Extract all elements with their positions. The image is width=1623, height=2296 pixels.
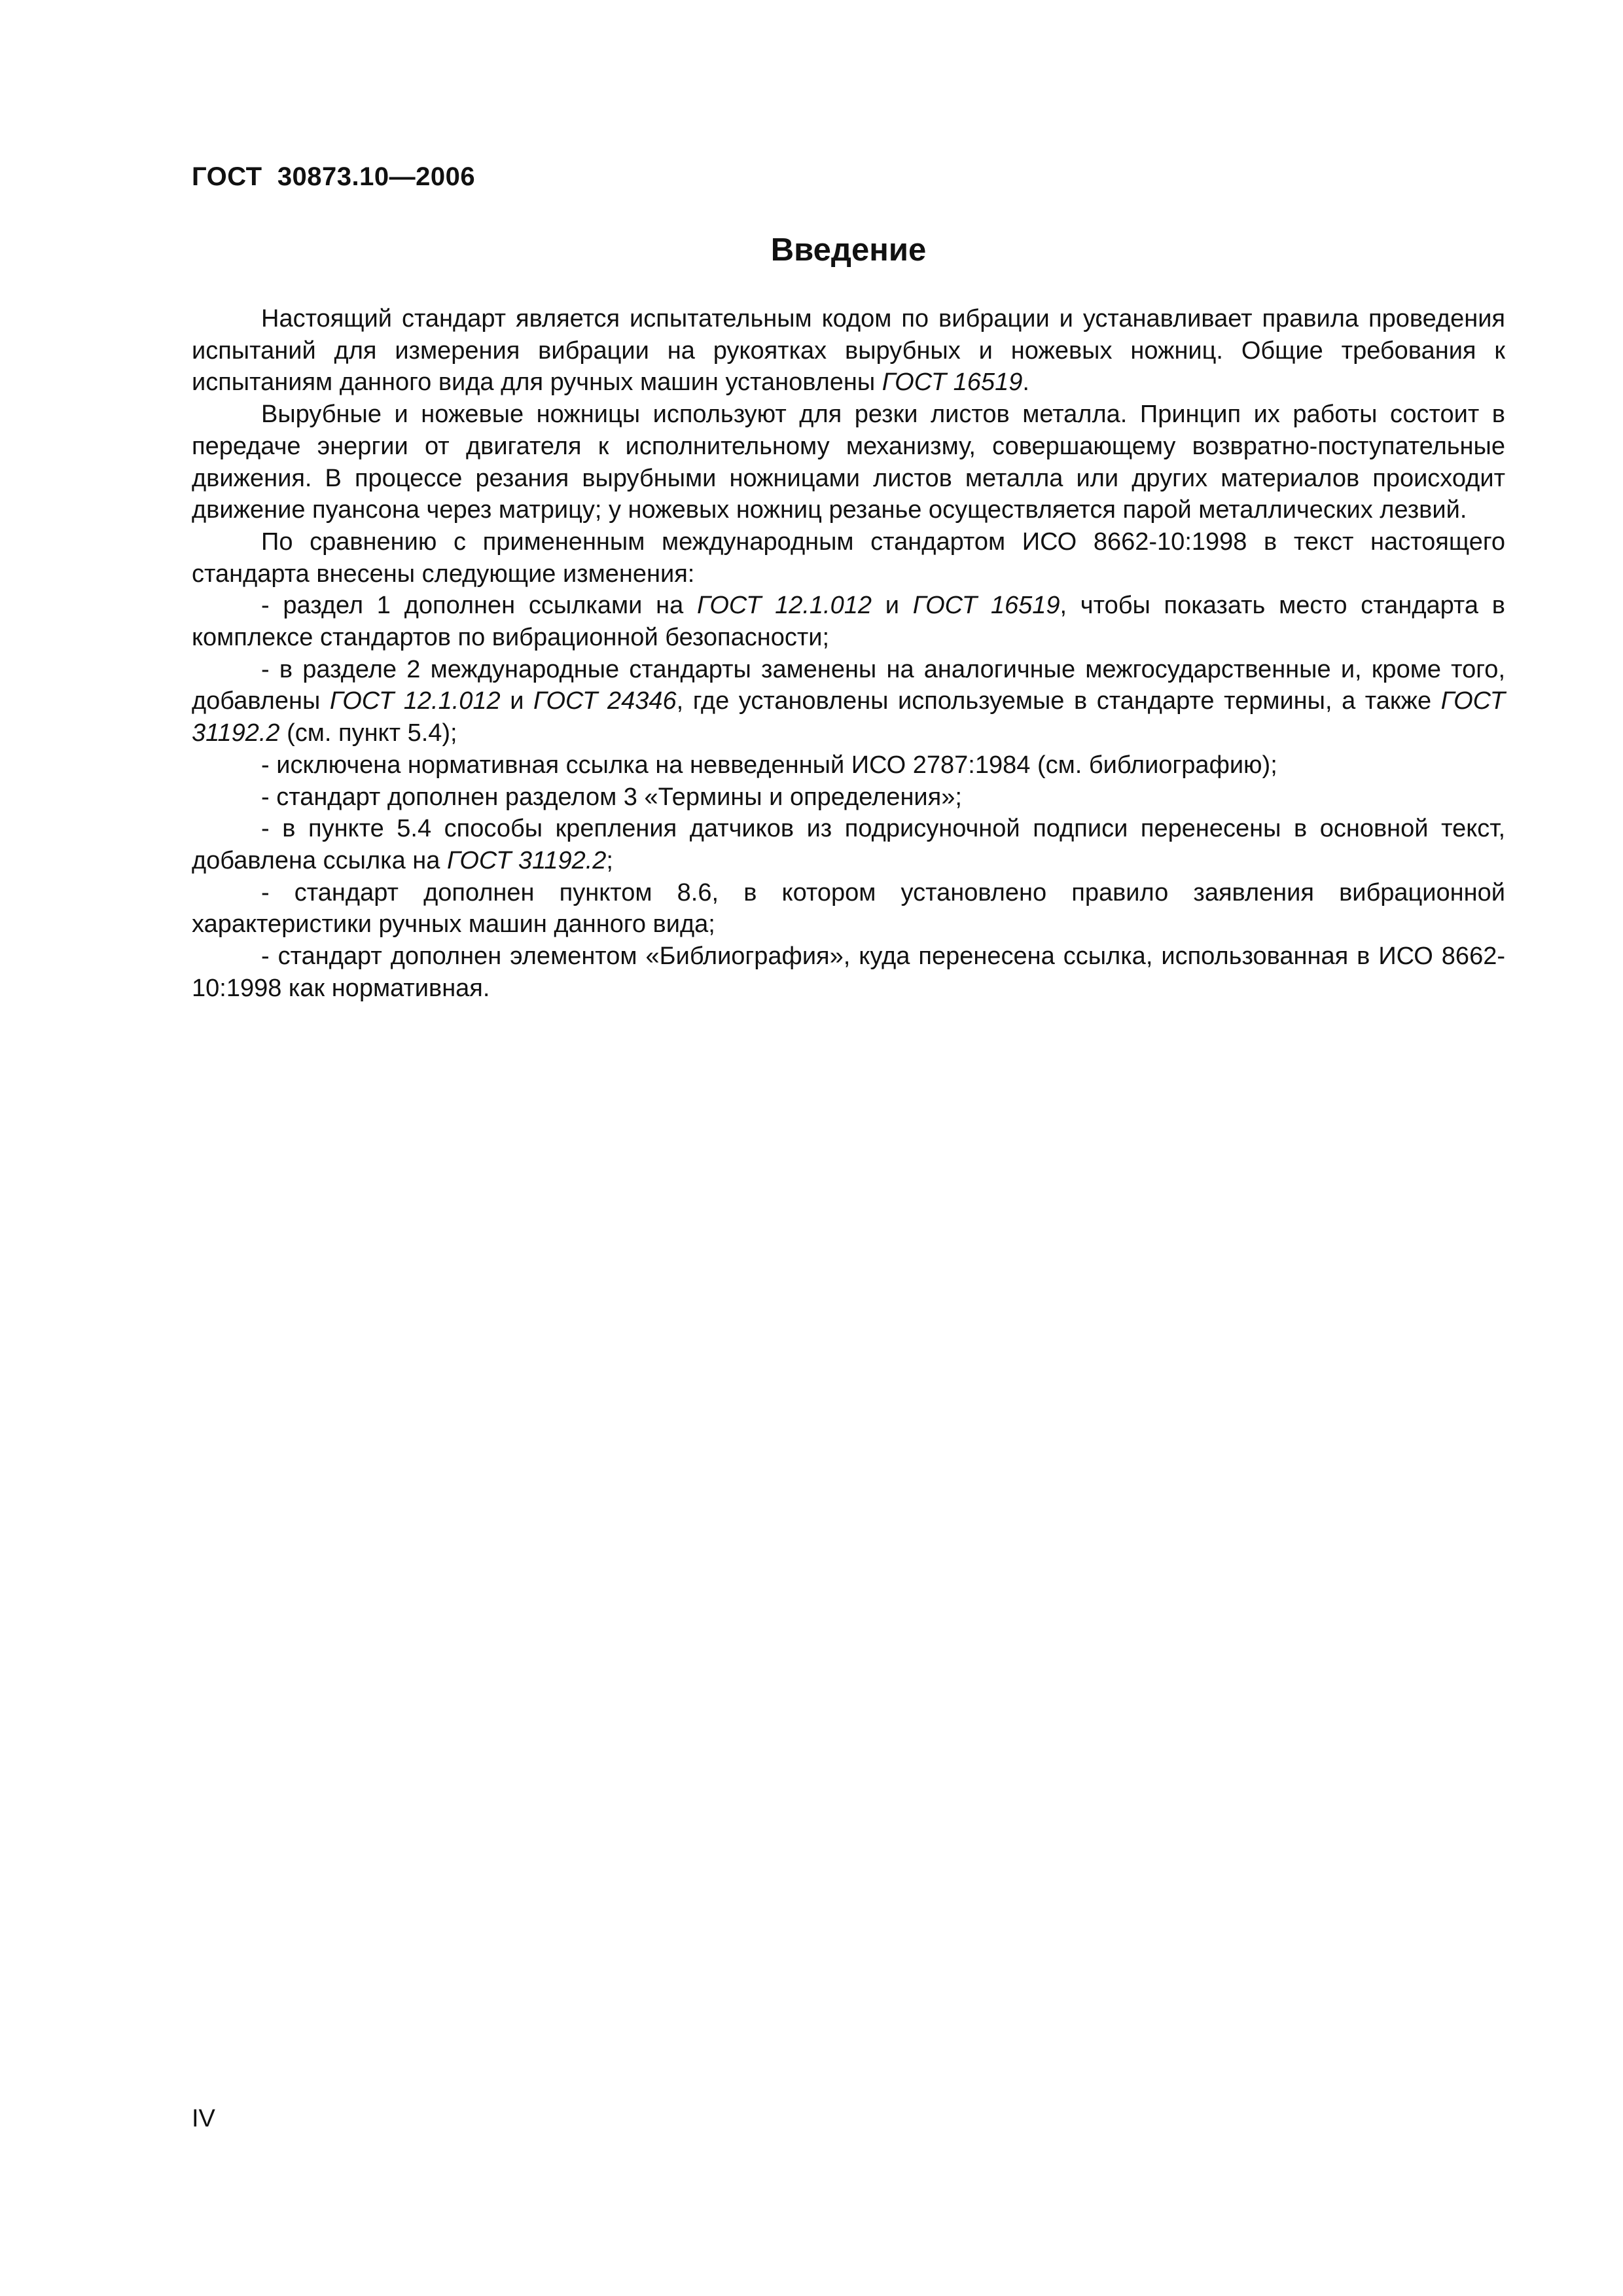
section-title: Введение [770, 232, 927, 268]
text-run: Настоящий стандарт является испытательным кодом по вибрации и устанавливает правила проведения испытаний для измерения вибрации на рукоятках вырубных и ножевых ножниц. Общие требования к испытаниям данного вида для ручных машин установлены [192, 305, 1505, 397]
text-run: , где установлены используемые в стандарте термины, а также [676, 687, 1441, 715]
text-run: - раздел 1 дополнен ссылками на [261, 592, 697, 620]
text-run: Вырубные и ножевые ножницы используют для резки листов металла. Принцип их работы состоит в передаче энергии от двигателя к исполнительному механизму, совершающему возвратно-поступательные движения. В процессе резания вырубными ножницами листов металла или других материалов происходит движение пуансона через матрицу; у ножевых ножниц резанье осуществляется парой металлических лезвий. [192, 401, 1505, 524]
list-item-change-bibliography [192, 941, 1505, 1004]
text-run: - стандарт дополнен пунктом 8.6, в котором установлено правило заявления вибрационной характеристики ручных машин данного вида; [192, 878, 1505, 939]
standard-reference: ГОСТ 16519 [912, 592, 1060, 620]
list-item-change-clause-5-4 [192, 813, 1505, 876]
text-run: - стандарт дополнен разделом 3 «Термины и определения»; [261, 783, 962, 811]
text-run: (см. пункт 5.4); [279, 719, 457, 747]
standard-reference: ГОСТ 12.1.012 [696, 592, 872, 620]
paragraph-purpose [192, 303, 1505, 399]
standard-reference: ГОСТ 24346 [533, 687, 677, 715]
paragraph-changes-intro [192, 526, 1505, 590]
document-code: ГОСТ 30873.10—2006 [192, 162, 476, 191]
list-item-change-clause-8-6 [192, 877, 1505, 941]
page-number: IV [192, 2105, 215, 2132]
introduction-body [192, 303, 1505, 1004]
list-item-change-section-1 [192, 590, 1505, 653]
text-run: - в разделе 2 международные стандарты заменены на аналогичные межгосударственные и, кроме того, добавлены [192, 655, 1505, 715]
standard-reference: ГОСТ 31192.2 [446, 846, 607, 874]
text-run: - в пункте 5.4 способы крепления датчиков из подрисуночной подписи перенесены в основной текст, добавлена ссылка на [192, 815, 1505, 874]
text-run: ; [606, 846, 613, 874]
text-run: - стандарт дополнен элементом «Библиография», куда перенесена ссылка, использованная в ИСО 8662-10:1998 как нормативная. [192, 942, 1505, 1002]
standard-reference: ГОСТ 12.1.012 [329, 687, 501, 715]
list-item-change-removed-reference [192, 749, 1505, 781]
text-run: и [500, 687, 534, 715]
list-item-change-section-2 [192, 654, 1505, 749]
text-run: По сравнению с примененным международным стандартом ИСО 8662-10:1998 в текст настоящего стандарта внесены следующие изменения: [192, 528, 1505, 588]
text-run: . [1022, 368, 1029, 397]
standard-reference: ГОСТ 16519 [882, 368, 1023, 397]
standard-reference: ГОСТ 31192.2 [192, 687, 1506, 747]
text-run: , чтобы показать место стандарта в комплексе стандартов по вибрационной безопасности; [192, 592, 1505, 652]
list-item-change-section-3 [192, 781, 1505, 814]
text-run: - исключена нормативная ссылка на невведенный ИСО 2787:1984 (см. библиографию); [261, 751, 1277, 779]
text-run: и [871, 592, 913, 620]
paragraph-principle [192, 399, 1505, 526]
